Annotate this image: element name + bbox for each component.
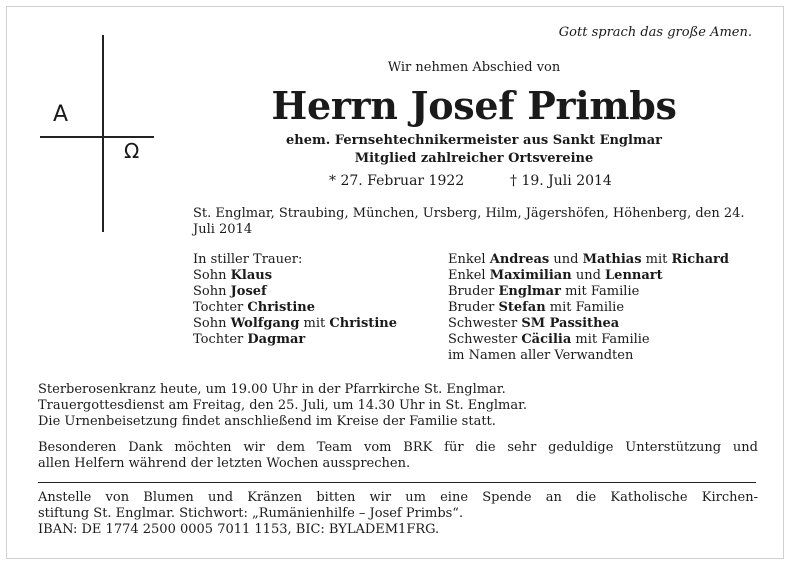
mourner-connector: mit Familie — [560, 284, 640, 299]
mourner-name: Englmar — [498, 284, 561, 299]
thanks-line-2: allen Helfern während der letzten Wochen aussprechen. — [38, 456, 411, 471]
mourner-row — [193, 316, 443, 332]
mourner-relation: Sohn — [193, 316, 231, 331]
mourner-name: Lennart — [605, 268, 663, 283]
mourner-row — [193, 284, 443, 300]
mourner-relation: In stiller Trauer: — [193, 252, 303, 267]
mourner-name: Klaus — [230, 268, 273, 283]
mourner-row — [448, 348, 758, 364]
alpha-symbol: A — [53, 102, 69, 127]
deceased-name: Herrn Josef Primbs — [271, 83, 677, 128]
mourner-relation: Sohn — [193, 268, 231, 283]
bank-details: IBAN: DE 1774 2500 0005 7011 1153, BIC: BYLADEM1FRG. — [38, 522, 440, 537]
mourner-relation: Tochter — [193, 332, 248, 347]
mourner-relation: Bruder — [448, 300, 499, 315]
burial-note: Die Urnenbeisetzung findet anschließend im Kreise der Familie statt. — [38, 414, 496, 429]
mourner-connector: mit Familie — [545, 300, 625, 315]
intro-line: Wir nehmen Abschied von — [387, 60, 561, 75]
mourner-row — [448, 284, 758, 300]
mourner-connector: mit — [641, 252, 672, 267]
mourner-name: Richard — [671, 252, 729, 267]
thanks-paragraph — [38, 440, 758, 472]
description-line-2: Mitglied zahlreicher Ortsvereine — [354, 151, 594, 166]
birth-date: * 27. Februar 1922 — [329, 173, 465, 189]
mourner-name: Christine — [329, 316, 397, 331]
mourner-row — [193, 252, 443, 268]
mourner-relation: Enkel — [448, 268, 490, 283]
mourner-name: Josef — [230, 284, 267, 299]
mourner-name: Stefan — [498, 300, 546, 315]
mourner-name: Dagmar — [247, 332, 306, 347]
description-line-1: ehem. Fernsehtechnikermeister aus Sankt Englmar — [286, 133, 662, 148]
divider — [38, 482, 756, 483]
mourner-connector: und — [571, 268, 606, 283]
mourner-connector: mit Familie — [571, 332, 650, 347]
thanks-line-1: Besonderen Dank möchten wir dem Team vom BRK für die sehr geduldige Unterstützung und — [38, 440, 758, 455]
omega-symbol: Ω — [124, 139, 140, 163]
mourner-name: Cäcilia — [521, 332, 572, 347]
donation-paragraph — [38, 490, 758, 538]
mourner-row — [448, 332, 758, 348]
mourner-row — [448, 268, 758, 284]
mourner-name: Mathias — [582, 252, 642, 267]
funeral-notes — [38, 382, 758, 430]
donation-line-1: Anstelle von Blumen und Kränzen bitten wir um eine Spende an die Katholische Kirchen- — [38, 490, 758, 505]
mourner-row — [448, 316, 758, 332]
mourners-left-column — [193, 252, 443, 348]
mourner-name: Andreas — [489, 252, 550, 267]
mourner-row — [193, 332, 443, 348]
mourner-connector: mit — [299, 316, 330, 331]
donation-line-2: stiftung St. Englmar. Stichwort: „Rumänienhilfe – Josef Primbs“. — [38, 506, 464, 521]
mourner-relation: Schwester — [448, 316, 522, 331]
mourner-relation: Bruder — [448, 284, 499, 299]
mourner-row — [448, 252, 758, 268]
mourner-relation: Schwester — [448, 332, 522, 347]
mourner-name: Wolfgang — [230, 316, 300, 331]
mourner-relation: Sohn — [193, 284, 231, 299]
mourner-row — [448, 300, 758, 316]
mourners-right-column — [448, 252, 758, 364]
mourner-row — [193, 300, 443, 316]
rosary-note: Sterberosenkranz heute, um 19.00 Uhr in der Pfarrkirche St. Englmar. — [38, 382, 506, 397]
mourner-row — [193, 268, 443, 284]
mourner-relation: im Namen aller Verwandten — [448, 348, 634, 363]
mourner-relation: Enkel — [448, 252, 490, 267]
mourner-relation: Tochter — [193, 300, 248, 315]
service-note: Trauergottesdienst am Freitag, den 25. Juli, um 14.30 Uhr in St. Englmar. — [38, 398, 528, 413]
mourner-name: Maximilian — [489, 268, 572, 283]
mourner-name: SM Passithea — [521, 316, 620, 331]
mourner-connector: und — [549, 252, 583, 267]
motto: Gott sprach das große Amen. — [558, 25, 752, 40]
mourner-name: Christine — [247, 300, 315, 315]
death-date: † 19. Juli 2014 — [510, 173, 612, 189]
places-and-date: St. Englmar, Straubing, München, Ursberg, Hilm, Jägershöfen, Höhenberg, den 24. Juli 2014 — [193, 206, 745, 237]
